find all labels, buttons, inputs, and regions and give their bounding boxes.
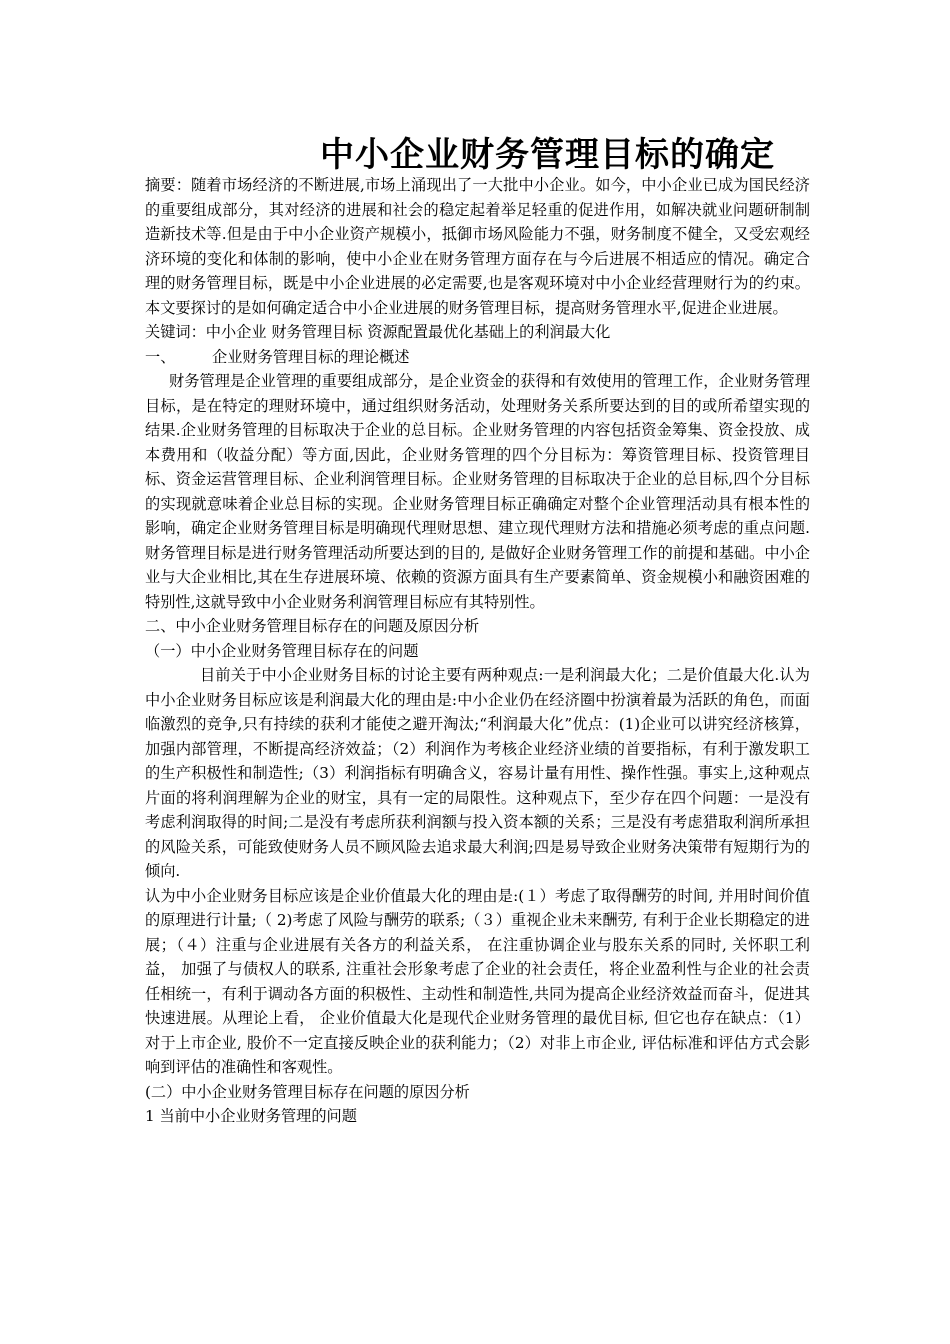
page-title: 中小企业财务管理目标的确定: [320, 135, 775, 175]
section-1-heading: [145, 345, 810, 370]
keywords-line: 关键词：中小企业 财务管理目标 资源配置最优化基础上的利润最大化: [145, 323, 611, 341]
section-2-heading: 二、中小企业财务管理目标存在的问题及原因分析: [145, 617, 480, 635]
section-1-title: 企业财务管理目标的理论概述: [212, 347, 410, 366]
subsection-2-1-paragraph-1: 目前关于中小企业财务目标的讨论主要有两种观点:一是利润最大化；二是价值最大化.认为中小企业财务目标应该是利润最大化的理由是:中小企业仍在经济圈中扮演着最为活跃的角色，而面临激烈的竞争,只有持续的获利才能使之避开淘汰;“利润最大化”优点：(1)企业可以讲究经济核算，加强内部管理，不断提高经济效益；（2）利润作为考核企业经济业绩的首要指标，有利于激发职工的生产积极性和制造性;（3）利润指标有明确含义，容易计量有用性、操作性强。事实上,这种观点片面的将利润理解为企业的财宝，具有一定的局限性。这种观点下，至少存在四个问题：一是没有考虑利润取得的时间;二是没有考虑所获利润额与投入资本额的关系；三是没有考虑猎取利润所承担的风险关系，可能致使财务人员不顾风险去追求最大利润;四是易导致企业财务决策带有短期行为的倾向.: [145, 666, 810, 880]
subsection-2-1-heading: （一）中小企业财务管理目标存在的问题: [145, 641, 419, 660]
section-1-paragraph: 财务管理是企业管理的重要组成部分，是企业资金的获得和有效使用的管理工作，企业财务管理目标，是在特定的理财环境中，通过组织财务活动，处理财务关系所要达到的目的或所希望实现的结果.企业财务管理的目标取决于企业的总目标。企业财务管理的内容包括资金筹集、资金投放、成本费用和（收益分配）等方面,因此，企业财务管理的四个分目标为：筹资管理目标、投资管理目标、资金运营管理目标、企业利润管理目标。企业财务管理的目标取决于企业的总目标,四个分目标的实现就意味着企业总目标的实现。企业财务管理目标正确确定对整个企业管理活动具有根本性的影响，确定企业财务管理目标是明确现代理财思想、建立现代理财方法和措施必须考虑的重点问题.财务管理目标是进行财务管理活动所要达到的目的, 是做好企业财务管理工作的前提和基础。中小企业与大企业相比,其在生存进展环境、依赖的资源方面具有生产要素简单、资金规模小和融资困难的特别性,这就导致中小企业财务利润管理目标应有其特别性。: [145, 372, 810, 611]
abstract-paragraph: 摘要：随着市场经济的不断进展,市场上涌现出了一大批中小企业。如今，中小企业已成为国民经济的重要组成部分，其对经济的进展和社会的稳定起着举足轻重的促进作用，如解决就业问题研制制造新技术等.但是由于中小企业资产规模小，抵御市场风险能力不强，财务制度不健全，又受宏观经济环境的变化和体制的影响，使中小企业在财务管理方面存在与今后进展不相适应的情况。确定合理的财务管理目标，既是中小企业进展的必定需要,也是客观环境对中小企业经营理财行为的约束。本文要探讨的是如何确定适合中小企业进展的财务管理目标，提高财务管理水平,促进企业进展。: [145, 176, 810, 317]
subsection-2-2-item-1: 1 当前中小企业财务管理的问题: [145, 1107, 357, 1125]
document-body: [145, 173, 810, 1129]
section-1-number: 一、: [145, 347, 176, 366]
subsection-2-2-heading: (二）中小企业财务管理目标存在问题的原因分析: [145, 1082, 470, 1101]
subsection-2-1-paragraph-2: 认为中小企业财务目标应该是企业价值最大化的理由是:(１）考虑了取得酬劳的时间, 并用时间价值的原理进行计量;（ 2)考虑了风险与酬劳的联系;（３）重视企业未来酬劳, 有利于企业长期稳定的进展；（４）注重与企业进展有关各方的利益关系， 在注重协调企业与股东关系的同时, 关怀职工利益， 加强了与债权人的联系, 注重社会形象考虑了企业的社会责任，将企业盈利性与企业的社会责任相统一，有利于调动各方面的积极性、主动性和制造性,共同为提高企业经济效益而奋斗，促进其快速进展。从理论上看， 企业价值最大化是现代企业财务管理的最优目标, 但它也存在缺点：（1）对于上市企业, 股价不一定直接反映企业的获利能力；（2）对非上市企业, 评估标准和评估方式会影响到评估的准确性和客观性。: [145, 886, 810, 1076]
